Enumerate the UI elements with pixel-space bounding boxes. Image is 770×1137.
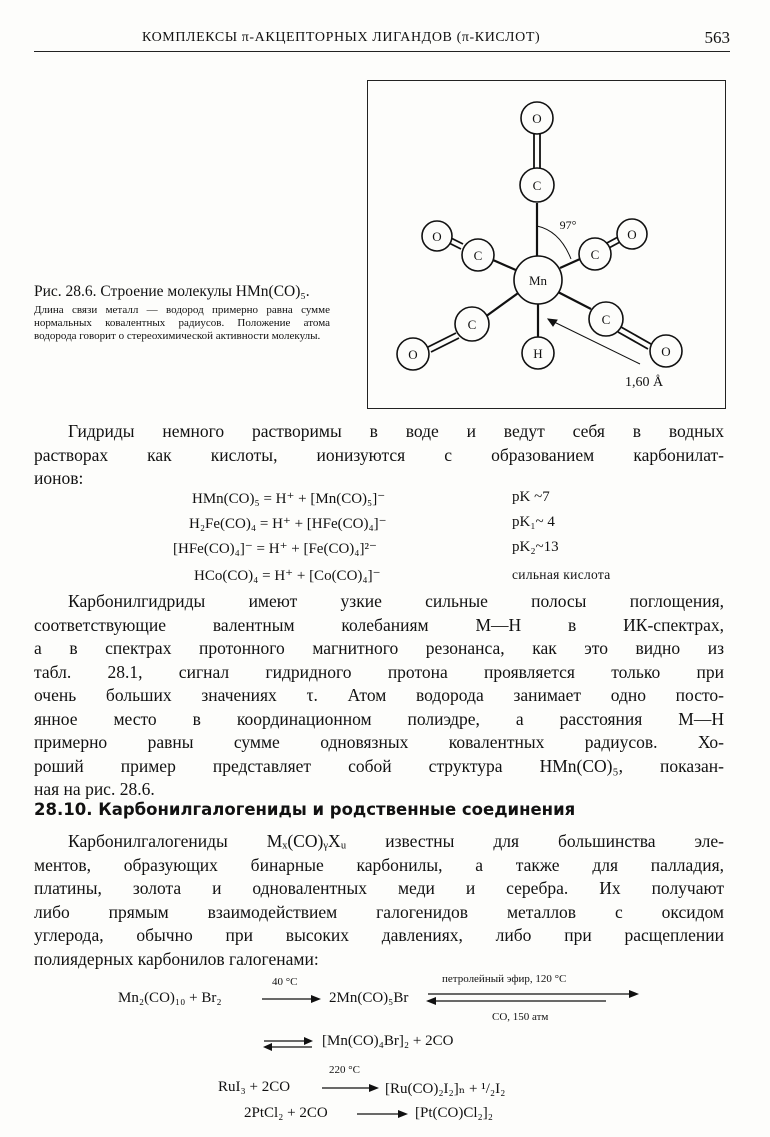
paragraph-carbonylhydrides xyxy=(34,590,724,802)
reaction-4-arrow xyxy=(357,1109,409,1119)
pointer-arrowhead xyxy=(548,319,557,326)
label-o-lr: O xyxy=(661,344,671,359)
pk-3: pK₂~13 xyxy=(512,539,559,555)
reaction-4-reactants: 2PtCl₂ + 2CO xyxy=(244,1105,328,1121)
label-bond-length: 1,60 Å xyxy=(624,375,664,390)
reaction-1-equilibrium-arrow xyxy=(426,990,640,1006)
paragraph-carbonylhalides xyxy=(34,830,724,971)
figure-caption-title: Рис. 28.6. Строение молекулы HMn(CO)₅. xyxy=(34,283,310,300)
text-line: либо прямым взаимодействием галогенидов металлов с оксидом xyxy=(34,901,724,922)
text-line: табл. 28.1, сигнал гидридного протона проявляется только при xyxy=(34,661,724,682)
label-o-ul: O xyxy=(432,229,442,244)
text-line: очень больших значениях τ. Атом водорода занимает одно посто- xyxy=(34,685,724,705)
bond-mn-c-lr xyxy=(556,291,591,309)
reaction-1-product: 2Mn(CO)₅Br xyxy=(329,990,409,1006)
label-c-axial: C xyxy=(532,178,542,193)
text-line: ментов, образующих бинарные карбонилы, а также для палладия, xyxy=(34,854,724,875)
molecule-diagram xyxy=(368,81,724,407)
text-line: ионов: xyxy=(34,468,84,488)
text-line: Карбонилгидриды имеют узкие сильные полосы поглощения, xyxy=(68,591,724,611)
bond-c-o-ll-b xyxy=(431,338,459,352)
text-line: примерно равны сумме одновязных ковалентных радиусов. Хо- xyxy=(34,732,724,752)
text-line: соответствующие валентным колебаниям М—Н в ИК-спектрах, xyxy=(34,614,724,635)
equilibrium-4: HCo(CO)₄ = H⁺ + [Co(CO)₄]⁻ xyxy=(194,568,381,584)
running-title: КОМПЛЕКСЫ π-АКЦЕПТОРНЫХ ЛИГАНДОВ (π-КИСЛОТ) xyxy=(142,30,541,45)
reaction-1-condition-bottom: CO, 150 атм xyxy=(492,1011,549,1023)
equilibrium-1: HMn(CO)₅ = H⁺ + [Mn(CO)₅]⁻ xyxy=(192,491,386,507)
label-c-ll: C xyxy=(467,317,477,332)
equilibrium-3: [HFe(CO)₄]⁻ = H⁺ + [Fe(CO)₄]²⁻ xyxy=(173,541,377,557)
text-line: полиядерных карбонилов галогенами: xyxy=(34,948,319,969)
label-mn: Mn xyxy=(528,273,548,288)
label-o-ll: O xyxy=(408,347,418,362)
equilibrium-2: H₂Fe(CO)₄ = H⁺ + [HFe(CO)₄]⁻ xyxy=(189,516,387,532)
label-o-axial: O xyxy=(532,111,542,126)
running-header xyxy=(34,28,730,50)
reaction-1-condition: 40 °C xyxy=(272,976,298,988)
reaction-1-condition-top: петролейный эфир, 120 °C xyxy=(442,973,567,985)
text-line: янное место в координационном полиэдре, а расстояния М—Н xyxy=(34,708,724,729)
reaction-3-reactants: RuI₃ + 2CO xyxy=(218,1079,291,1095)
section-heading: 28.10. Карбонилгалогениды и родственные соединения xyxy=(34,800,576,819)
pk-1: pK ~7 xyxy=(512,489,550,505)
text-line: платины, золота и одновалентных меди и серебра. Их получают xyxy=(34,878,724,898)
label-c-ul: C xyxy=(473,248,483,263)
pk-4: сильная кислота xyxy=(512,567,611,582)
text-line: углерода, обычно при высоких давлениях, либо при расщеплении xyxy=(34,925,724,945)
label-angle: 97° xyxy=(559,218,577,232)
reaction-1-arrow xyxy=(262,994,322,1004)
bond-mn-c-ul xyxy=(493,260,518,271)
figure-caption xyxy=(34,283,330,343)
reaction-2-product: [Mn(CO)₄Br]₂ + 2CO xyxy=(322,1033,454,1049)
molecule-figure xyxy=(367,80,726,409)
text-line: роший пример представляет собой структура HMn(CO)₅, показан- xyxy=(34,755,724,776)
text-line: Гидриды немного растворимы в воде и ведут себя в водных xyxy=(68,421,724,441)
label-c-ur: C xyxy=(590,247,600,262)
label-h: H xyxy=(533,346,543,361)
bond-c-o-ll-a xyxy=(428,333,456,347)
page-number: 563 xyxy=(704,28,730,47)
pk-2: pK₁~ 4 xyxy=(512,514,555,530)
reaction-2-equilibrium-arrow xyxy=(262,1037,314,1051)
label-c-lr: C xyxy=(601,312,611,327)
paragraph-hydrides xyxy=(34,420,724,491)
text-line: Карбонилгалогениды Mₓ(CO)ᵧXᵤ известны для большинства эле- xyxy=(68,831,724,851)
bond-mn-c-ur xyxy=(560,259,580,268)
reaction-1-reactants: Mn₂(CO)₁₀ + Br₂ xyxy=(118,990,222,1006)
bond-mn-c-ll xyxy=(485,291,521,317)
text-line: а в спектрах протонного магнитного резонанса, как это видно из xyxy=(34,638,724,658)
reaction-3-product: [Ru(CO)₂I₂]ₙ + ¹/₂I₂ xyxy=(385,1081,506,1097)
text-line: растворах как кислоты, ионизуются с образованием карбонилат- xyxy=(34,444,724,465)
label-o-ur: O xyxy=(627,227,637,242)
figure-caption-note: Длина связи металл — водород примерно равна сумме нормальных ковалентных радиусов. Положение атома водорода говорит о стереохимической активности молекулы. xyxy=(34,304,330,342)
reaction-4-product: [Pt(CO)Cl₂]₂ xyxy=(415,1105,493,1121)
header-rule xyxy=(34,51,730,52)
reaction-3-arrow xyxy=(322,1083,380,1093)
reaction-3-condition: 220 °C xyxy=(329,1064,360,1076)
text-line: ная на рис. 28.6. xyxy=(34,779,155,799)
